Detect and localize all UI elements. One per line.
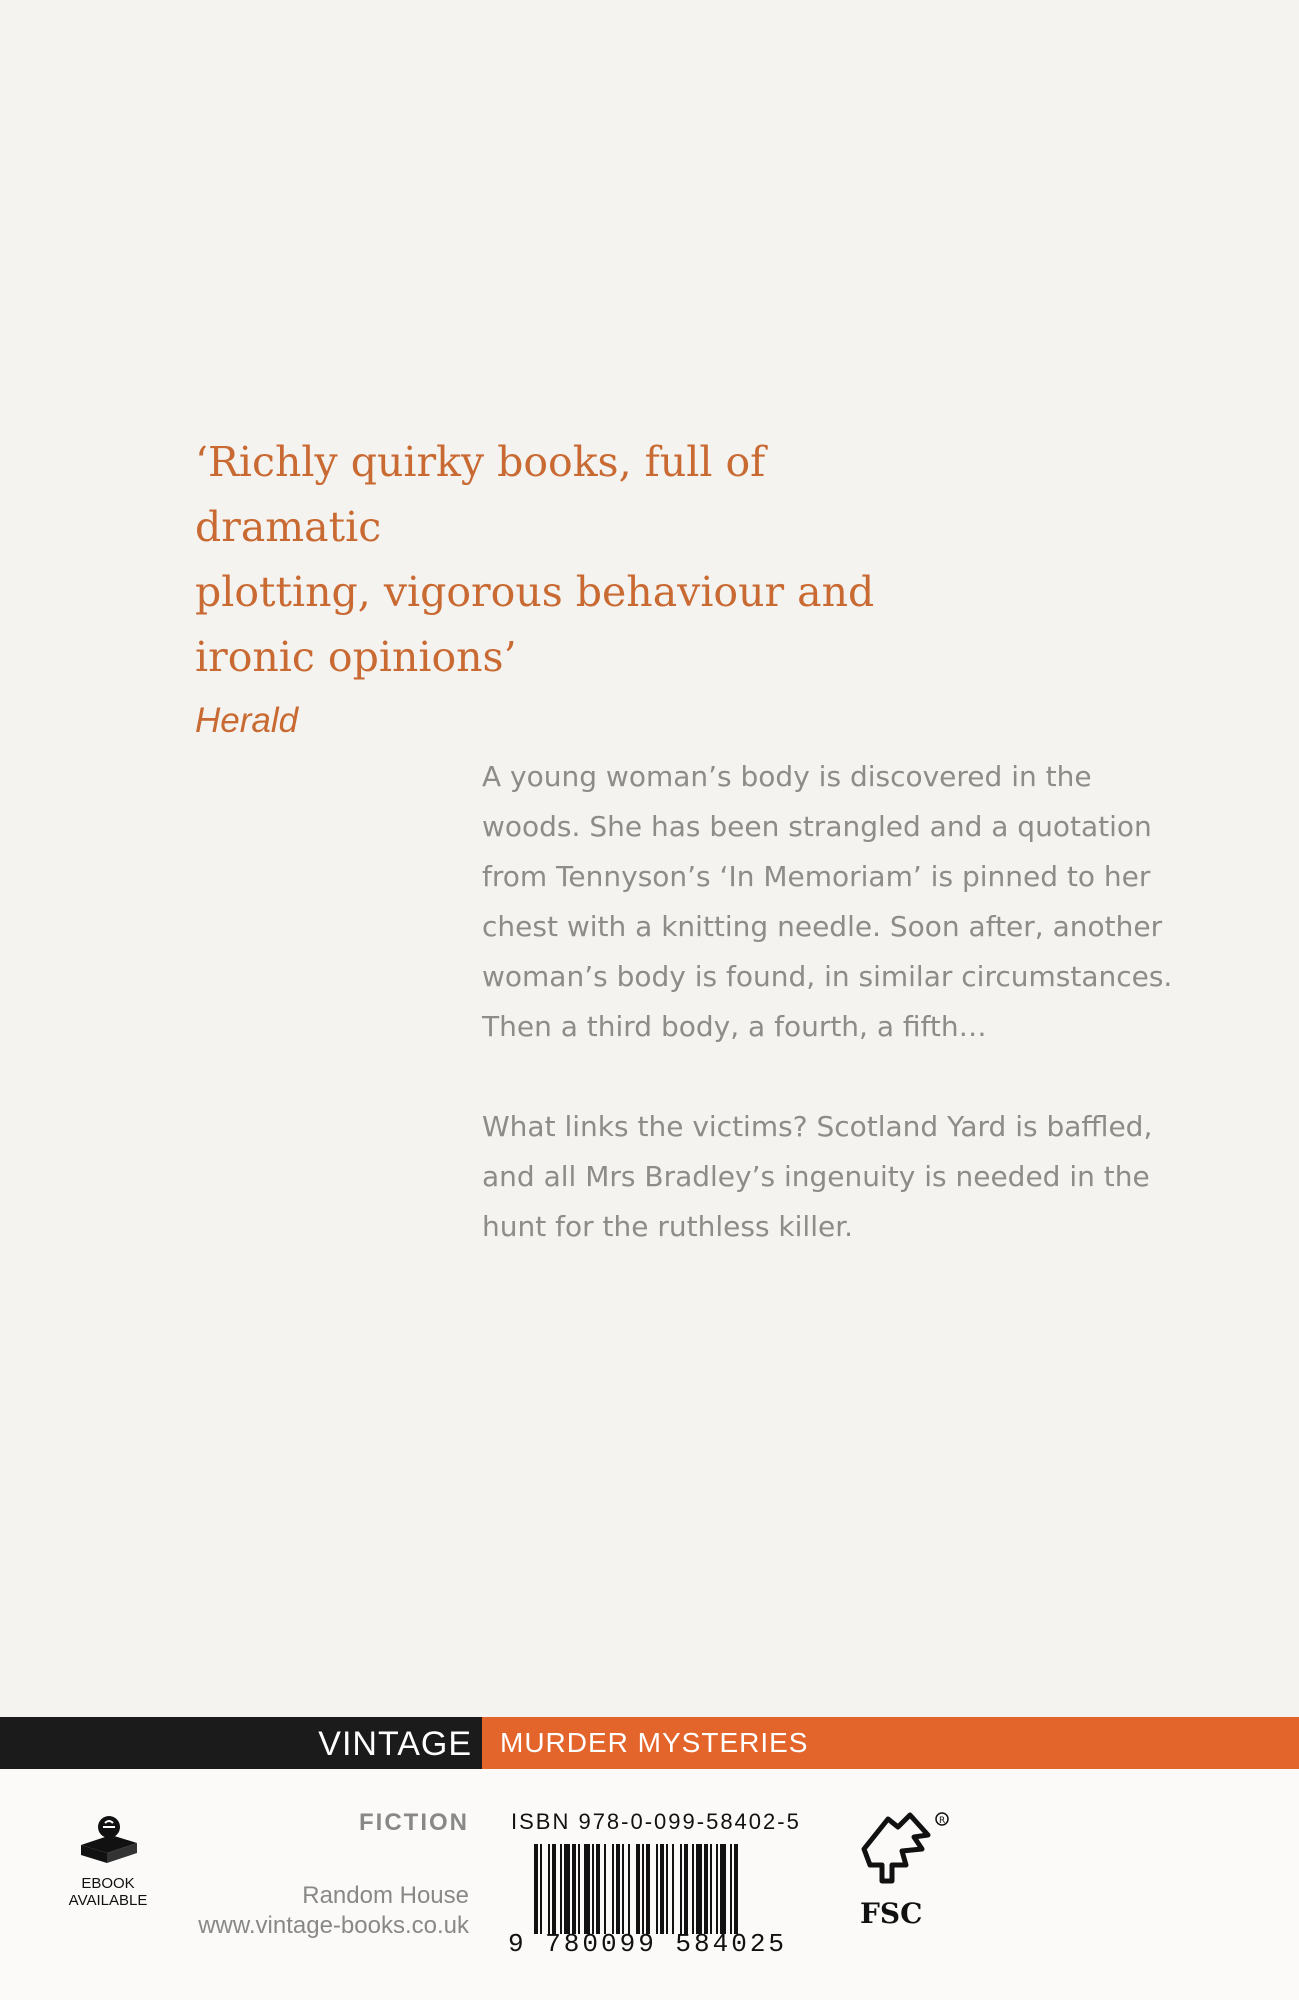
barcode-bar: [596, 1844, 600, 1934]
barcode-bar: [656, 1844, 658, 1934]
genre-label: FICTION: [359, 1809, 469, 1836]
barcode-bar: [720, 1844, 726, 1934]
barcode: [534, 1844, 804, 1934]
review-quote: [195, 430, 955, 746]
ebook-icon: [73, 1809, 143, 1869]
fsc-tree-icon: [842, 1809, 952, 1899]
ebook-badge: [58, 1809, 158, 1909]
blurb-paragraph-2: What links the victims? Scotland Yard is baffled, and all Mrs Bradley’s ingenuity is needed in the hunt for the ruthless killer.: [482, 1110, 1153, 1243]
imprint-block: [0, 1717, 482, 1769]
fsc-label: FSC: [860, 1897, 923, 1930]
ebook-line-2: AVAILABLE: [68, 1892, 148, 1909]
quote-line-1: ‘Richly quirky books, full of dramatic: [195, 438, 766, 551]
barcode-bar: [636, 1844, 640, 1934]
barcode-bar: [716, 1844, 718, 1934]
barcode-bar: [660, 1844, 664, 1934]
quote-line-3: ironic opinions’: [195, 633, 517, 681]
book-blurb: [482, 752, 1182, 1302]
barcode-bar: [616, 1844, 620, 1934]
barcode-bar: [734, 1844, 738, 1934]
barcode-bar: [540, 1844, 542, 1934]
barcode-bar: [534, 1844, 538, 1934]
barcode-bar: [684, 1844, 688, 1934]
publisher-name: Random House: [302, 1882, 469, 1909]
barcode-bar: [666, 1844, 668, 1934]
barcode-bar: [696, 1844, 702, 1934]
barcode-bar: [552, 1844, 556, 1934]
publisher-website: www.vintage-books.co.uk: [198, 1912, 469, 1939]
barcode-bar: [672, 1844, 674, 1934]
barcode-bar: [572, 1844, 576, 1934]
barcode-bar: [584, 1844, 590, 1934]
imprint-label: VINTAGE: [318, 1725, 472, 1763]
quote-source: Herald: [195, 701, 299, 740]
series-block: [482, 1717, 1299, 1769]
series-band: [0, 1717, 1299, 1769]
ebook-line-1: EBOOK: [81, 1875, 135, 1892]
barcode-bar: [646, 1844, 650, 1934]
barcode-bar: [710, 1844, 712, 1934]
barcode-bar: [692, 1844, 694, 1934]
publisher-info: [198, 1881, 469, 1941]
barcode-number: 9 780099 584025: [508, 1929, 788, 1959]
back-cover-footer: [0, 1769, 1299, 2000]
barcode-bar: [578, 1844, 580, 1934]
barcode-bar: [730, 1844, 732, 1934]
barcode-bar: [548, 1844, 550, 1934]
isbn-label: ISBN 978-0-099-58402-5: [511, 1809, 801, 1834]
barcode-bar: [642, 1844, 644, 1934]
blurb-paragraph-1: A young woman’s body is discovered in the woods. She has been strangled and a quotation from Tennyson’s ‘In Memoriam’ is pinned to her chest with a knitting needle. Soon after, another woman’s body is found, in similar circumstances. Then a third body, a fourth, a fifth…: [482, 760, 1173, 1043]
barcode-bar: [560, 1844, 562, 1934]
series-label: MURDER MYSTERIES: [500, 1727, 809, 1758]
barcode-bar: [628, 1844, 630, 1934]
svg-text:R: R: [939, 1816, 946, 1826]
quote-line-2: plotting, vigorous behaviour and: [195, 568, 875, 616]
barcode-bar: [612, 1844, 614, 1934]
barcode-bar: [564, 1844, 570, 1934]
barcode-bar: [622, 1844, 624, 1934]
barcode-bar: [680, 1844, 682, 1934]
barcode-bar: [704, 1844, 708, 1934]
barcode-bar: [592, 1844, 594, 1934]
barcode-bar: [604, 1844, 606, 1934]
